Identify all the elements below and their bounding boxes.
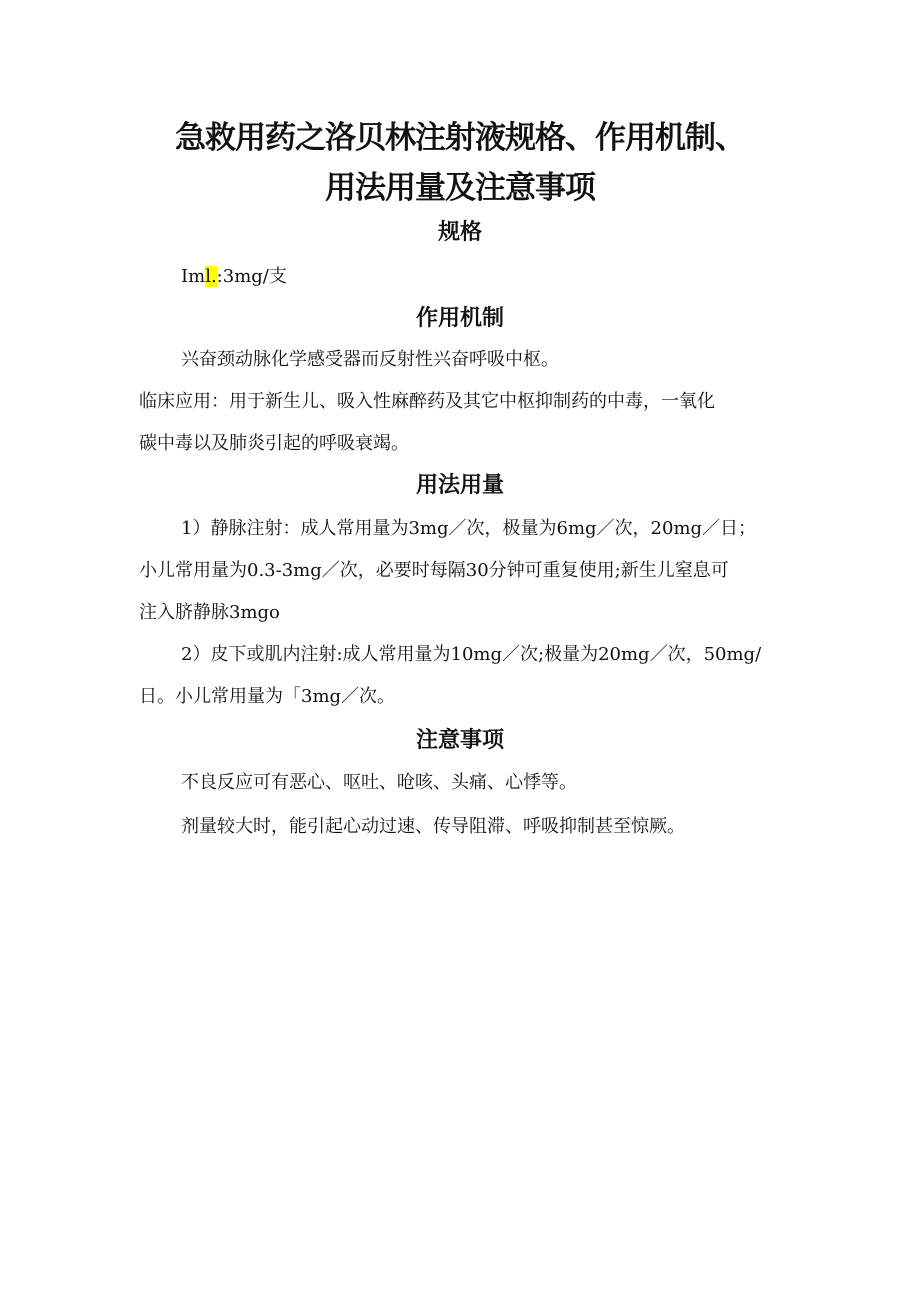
precaution-line-2: 剂量较大时，能引起心动过速、传导阻滞、呼吸抑制甚至惊厥。 — [181, 816, 685, 837]
sc-dosage-line-2: 日。小儿常用量为「3mg／次。 — [139, 686, 396, 707]
iv-dosage-line-1: 1）静脉注射：成人常用量为3mg／次，极量为6mg／次，20mg／日； — [181, 518, 757, 539]
heading-spec: 规格 — [437, 220, 482, 245]
highlighted-text: l. — [205, 266, 217, 287]
heading-precautions: 注意事项 — [415, 728, 504, 753]
spec-prefix: Im — [181, 266, 206, 287]
document-title-line-2: 用法用量及注意事项 — [325, 170, 595, 206]
precaution-line-1: 不良反应可有恶心、呕吐、呛咳、头痛、心悸等。 — [181, 772, 577, 793]
heading-mechanism: 作用机制 — [415, 306, 504, 331]
document-title-line-1: 急救用药之洛贝林注射液规格、作用机制、 — [175, 120, 745, 156]
clinical-use-line-1: 临床应用：用于新生儿、吸入性麻醉药及其它中枢抑制药的中毒，一氧化 — [139, 391, 715, 412]
heading-dosage: 用法用量 — [415, 473, 504, 498]
clinical-use-line-2: 碳中毒以及肺炎引起的呼吸衰竭。 — [139, 433, 409, 454]
iv-dosage-line-3: 注入脐静脉3mgo — [139, 602, 280, 623]
spec-suffix: :3mg/支 — [216, 266, 287, 287]
mechanism-paragraph: 兴奋颈动脉化学感受器而反射性兴奋呼吸中枢。 — [181, 349, 559, 370]
iv-dosage-line-2: 小儿常用量为0.3-3mg／次，必要时每隔30分钟可重复使用;新生儿窒息可 — [139, 560, 729, 581]
spec-line — [181, 264, 287, 290]
sc-dosage-line-1: 2）皮下或肌内注射:成人常用量为10mg／次;极量为20mg／次，50mg/ — [181, 644, 762, 665]
